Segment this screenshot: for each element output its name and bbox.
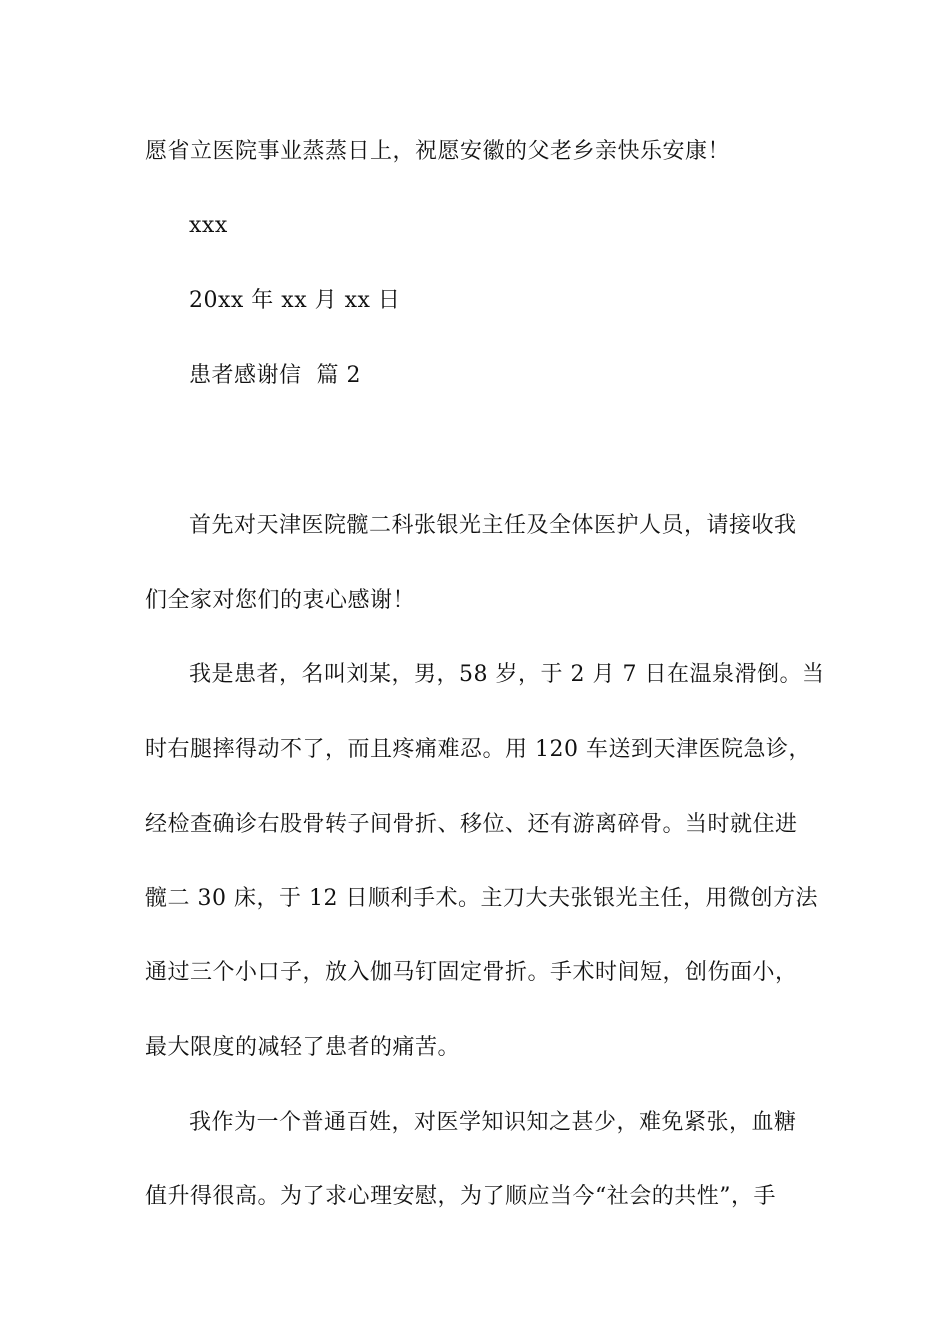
signature-line: xxx [189,213,228,238]
section-heading: 患者感谢信 篇 2 [189,363,361,388]
paragraph-line: 首先对天津医院髋二科张银光主任及全体医护人员，请接收我 [189,513,797,538]
paragraph-line: 最大限度的减轻了患者的痛苦。 [145,1035,461,1060]
closing-wish-line: 愿省立医院事业蒸蒸日上，祝愿安徽的父老乡亲快乐安康！ [145,139,731,164]
paragraph-line: 通过三个小口子，放入伽马钉固定骨折。手术时间短，创伤面小， [145,960,798,985]
paragraph-line: 们全家对您们的衷心感谢！ [145,588,416,613]
paragraph-line: 时右腿摔得动不了，而且疼痛难忍。用 120 车送到天津医院急诊， [145,737,811,762]
date-line: 20xx 年 xx 月 xx 日 [189,288,401,313]
paragraph-line: 我是患者，名叫刘某，男，58 岁，于 2 月 7 日在温泉滑倒。当 [189,662,825,687]
paragraph-line: 经检查确诊右股骨转子间骨折、移位、还有游离碎骨。当时就住进 [145,812,798,837]
paragraph-line: 我作为一个普通百姓，对医学知识知之甚少，难免紧张，血糖 [189,1110,797,1135]
paragraph-line: 髋二 30 床，于 12 日顺利手术。主刀大夫张银光主任，用微创方法 [145,886,818,911]
paragraph-line: 值升得很高。为了求心理安慰，为了顺应当今“社会的共性”，手 [145,1184,776,1209]
